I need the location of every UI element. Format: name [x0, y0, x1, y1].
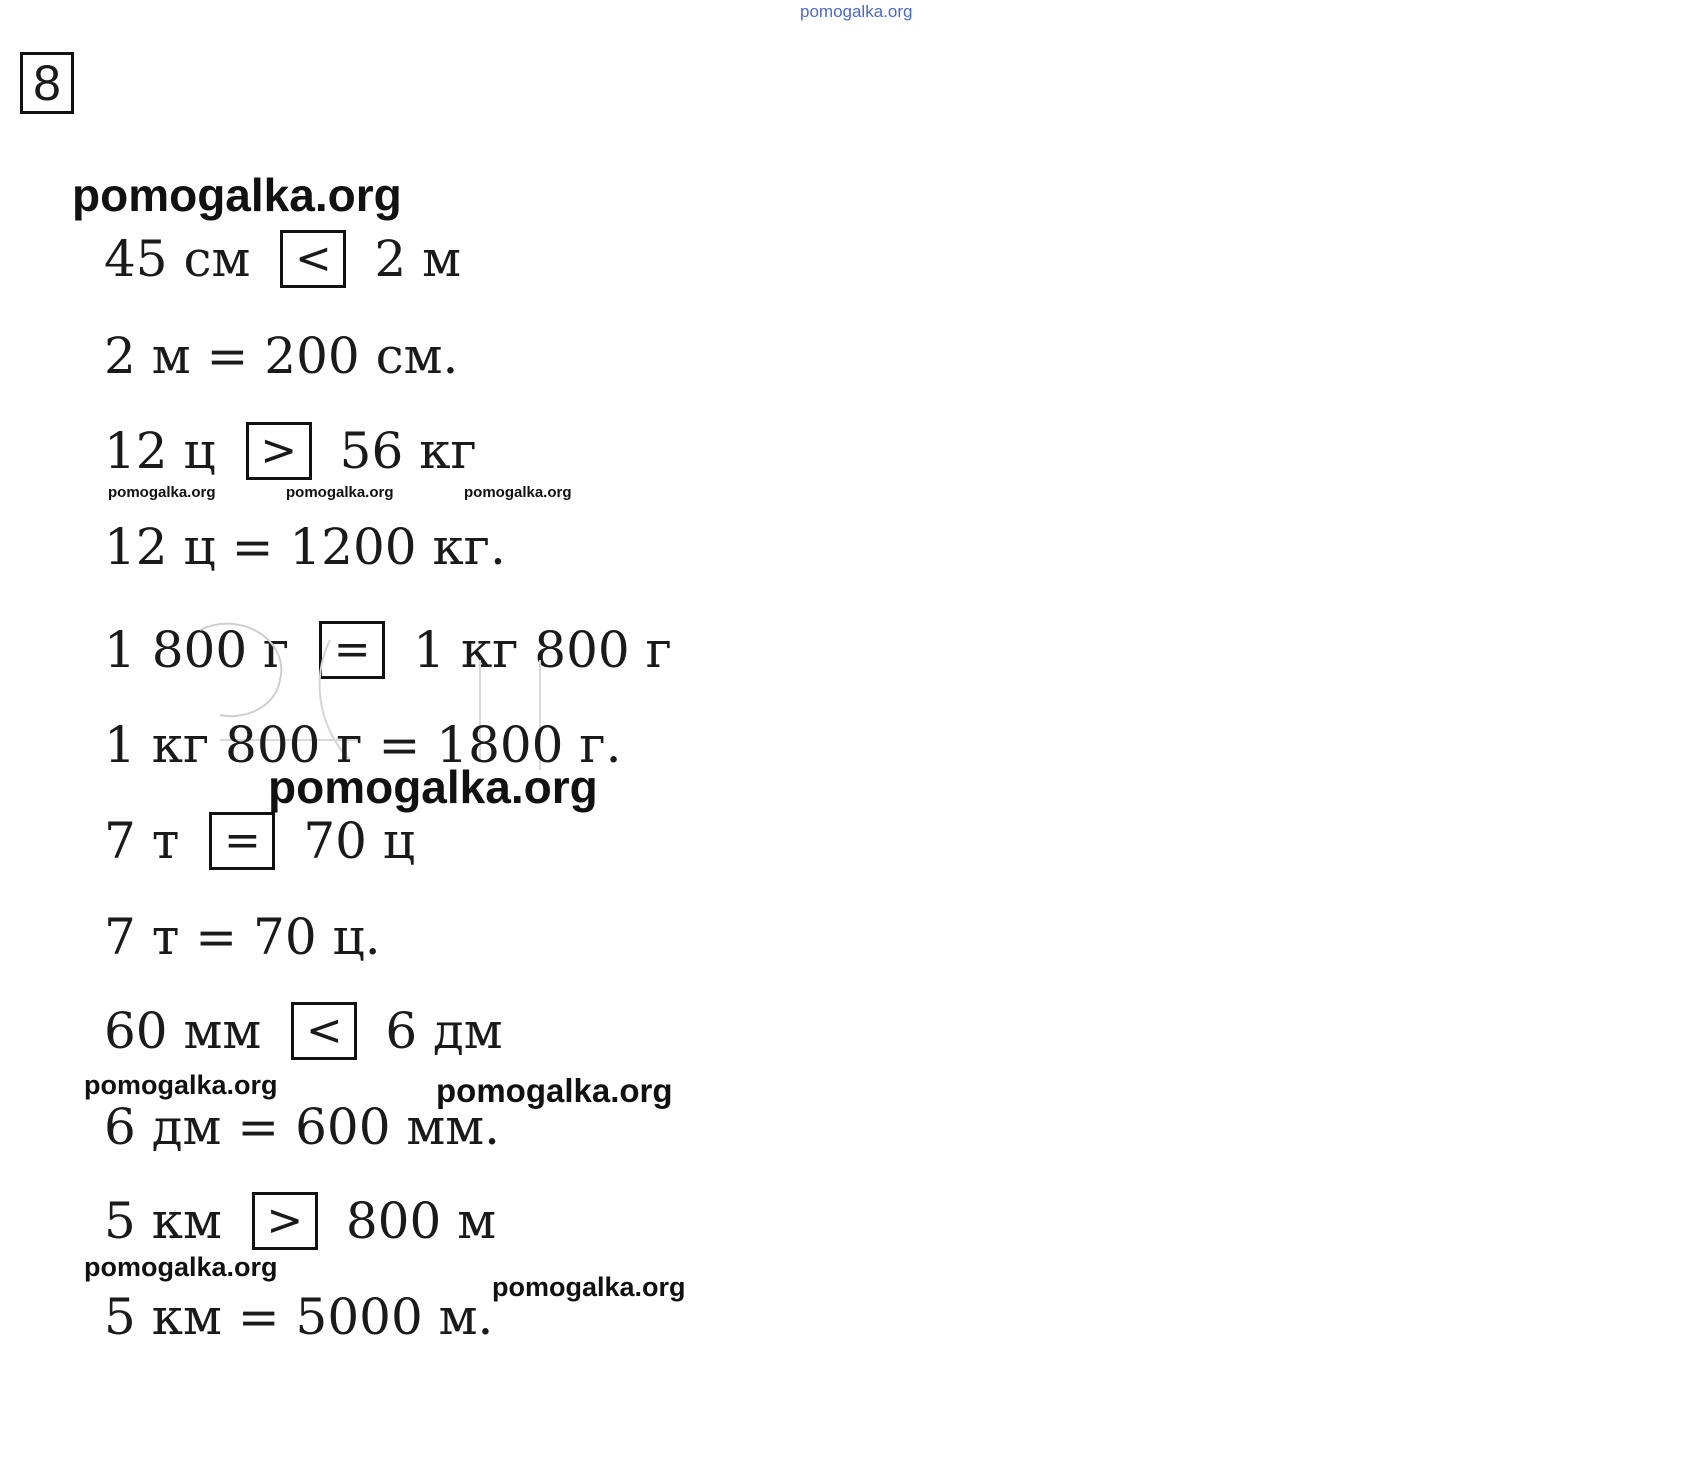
comparison-sign: <: [291, 1002, 357, 1060]
watermark-small: pomogalka.org: [108, 484, 216, 501]
comparison-left: 12 ц: [104, 422, 216, 480]
explanation-row: [104, 1094, 500, 1160]
watermark-medium: pomogalka.org: [492, 1272, 686, 1302]
explanation-text: 1 кг 800 г = 1800 г.: [104, 716, 622, 774]
comparison-sign: =: [209, 812, 275, 870]
comparison-sign: >: [252, 1192, 318, 1250]
comparison-right: 1 кг 800 г: [413, 621, 672, 679]
comparison-right: 56 кг: [339, 422, 477, 480]
explanation-text: 7 т = 70 ц.: [104, 908, 381, 966]
explanation-row: [104, 323, 458, 389]
explanation-row: [104, 514, 506, 580]
watermark-main: pomogalka.org: [72, 169, 402, 221]
comparison-right: 2 м: [374, 230, 462, 288]
comparison-left: 1 800 г: [104, 621, 290, 679]
comparison-right: 800 м: [345, 1192, 497, 1250]
comparison-sign: =: [319, 621, 385, 679]
watermark-small: pomogalka.org: [286, 484, 394, 501]
comparison-sign: >: [246, 422, 312, 480]
explanation-text: 6 дм = 600 мм.: [104, 1098, 501, 1156]
explanation-row: [104, 1284, 493, 1350]
comparison-right: 70 ц: [303, 812, 416, 870]
comparison-row: [104, 617, 672, 683]
comparison-row: [104, 1188, 496, 1254]
comparison-row: [104, 998, 503, 1064]
comparison-row: [104, 808, 415, 874]
comparison-left: 5 км: [104, 1192, 222, 1250]
explanation-text: 5 км = 5000 м.: [104, 1288, 494, 1346]
comparison-left: 45 см: [104, 230, 251, 288]
comparison-row: [104, 418, 477, 484]
comparison-left: 60 мм: [104, 1002, 262, 1060]
explanation-row: [104, 904, 381, 970]
watermark-middle: pomogalka.org: [268, 761, 598, 813]
task-number-box: 8: [20, 52, 74, 114]
comparison-right: 6 дм: [385, 1002, 503, 1060]
watermark-medium: pomogalka.org: [84, 1070, 278, 1100]
comparison-sign: <: [280, 230, 346, 288]
watermark-small: pomogalka.org: [464, 484, 572, 501]
watermark-medium: pomogalka.org: [84, 1252, 278, 1282]
comparison-row: [104, 226, 461, 292]
comparison-left: 7 т: [104, 812, 180, 870]
watermark-medium: pomogalka.org: [436, 1072, 673, 1109]
explanation-text: 2 м = 200 см.: [104, 327, 459, 385]
header-watermark: pomogalka.org: [800, 2, 913, 21]
explanation-text: 12 ц = 1200 кг.: [104, 518, 506, 576]
